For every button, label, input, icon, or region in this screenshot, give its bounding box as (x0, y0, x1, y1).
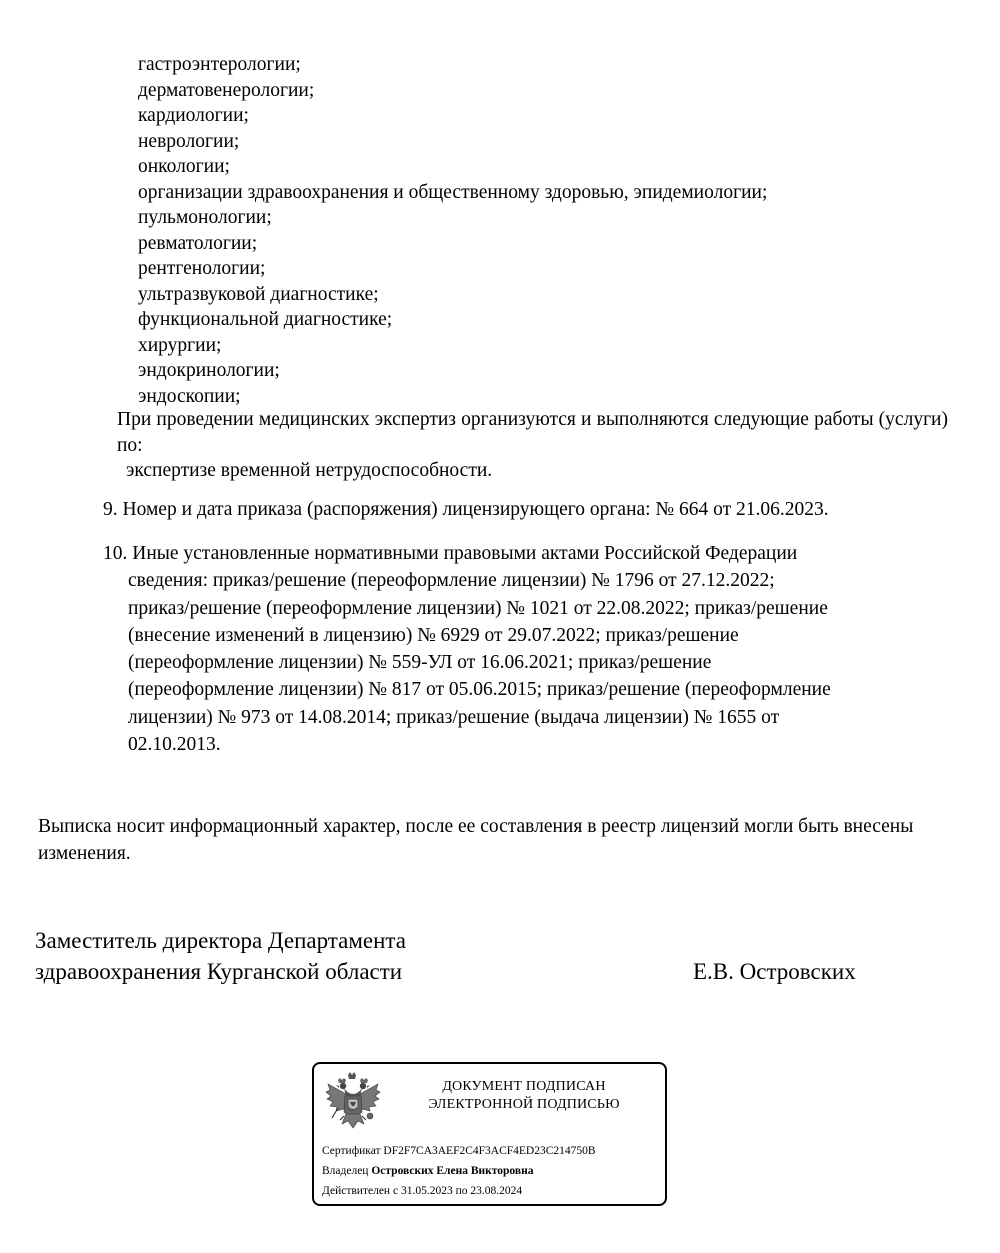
electronic-signature-stamp (312, 1062, 667, 1206)
item-10-line: лицензии) № 973 от 14.08.2014; приказ/решение (выдача лицензии) № 1655 от (128, 706, 780, 728)
list-item: онкологии; (138, 156, 230, 177)
list-item: эндокринологии; (138, 360, 280, 381)
stamp-heading: ДОКУМЕНТ ПОДПИСАН ЭЛЕКТРОННОЙ ПОДПИСЬЮ (428, 1079, 620, 1112)
item-10-line: сведения: приказ/решение (переоформление лицензии) № 1796 от 27.12.2022; (128, 570, 775, 592)
russian-coat-of-arms-icon (324, 1072, 382, 1134)
item-10-line: (внесение изменений в лицензию) № 6929 от 29.07.2022; приказ/решение (128, 624, 739, 646)
owner-row (322, 1164, 533, 1178)
item-10-line: (переоформление лицензии) № 817 от 05.06.2015; приказ/решение (переоформление (128, 679, 831, 701)
item-10-line: 10. Иные установленные нормативными правовыми актами Российской Федерации (103, 543, 798, 564)
works-item: экспертизе временной нетрудоспособности. (126, 460, 493, 481)
specialties-list (138, 52, 767, 409)
informational-notice: Выписка носит информационный характер, после ее составления в реестр лицензий могли быть внесены изменения. (38, 816, 914, 864)
list-item: рентгенологии; (138, 258, 266, 279)
signer-title-line: здравоохранения Курганской области (35, 959, 403, 984)
item-9-order-info: 9. Номер и дата приказа (распоряжения) лицензирующего органа: № 664 от 21.06.2023. (103, 499, 829, 520)
item-10-number: 10. (103, 543, 128, 564)
list-item: пульмонологии; (138, 207, 272, 228)
list-item: гастроэнтерологии; (138, 54, 301, 75)
works-intro-paragraph: При проведении медицинских экспертиз организуются и выполняются следующие работы (услуги) по: (117, 409, 948, 456)
list-item: хирургии; (138, 334, 222, 356)
list-item: ультразвуковой диагностике; (138, 283, 379, 305)
list-item: дерматовенерологии; (138, 79, 315, 101)
list-item: неврологии; (138, 130, 240, 152)
owner-value: Островских Елена Викторовна (371, 1165, 534, 1177)
signer-title-line: Заместитель директора Департамента (35, 928, 406, 953)
validity-row: Действителен с 31.05.2023 по 23.08.2024 (322, 1185, 523, 1197)
list-item: эндоскопии; (138, 385, 241, 407)
list-item: ревматологии; (138, 232, 258, 254)
owner-label: Владелец (322, 1165, 369, 1177)
certificate-value: DF2F7CA3AEF2C4F3ACF4ED23C214750B (383, 1145, 596, 1157)
item-10-other-info (103, 540, 933, 758)
item-10-line: 02.10.2013. (128, 734, 221, 756)
signer-name: Е.В. Островских (693, 959, 856, 984)
list-item: кардиологии; (138, 105, 249, 126)
list-item: организации здравоохранения и общественному здоровью, эпидемиологии; (138, 181, 768, 203)
item-10-line: приказ/решение (переоформление лицензии) № 1021 от 22.08.2022; приказ/решение (128, 597, 828, 619)
signer-title (35, 925, 406, 987)
item-10-line: (переоформление лицензии) № 559-УЛ от 16.06.2021; приказ/решение (128, 652, 712, 674)
list-item: функциональной диагностике; (138, 309, 393, 330)
certificate-row (322, 1144, 596, 1158)
certificate-label: Сертификат (322, 1145, 381, 1157)
